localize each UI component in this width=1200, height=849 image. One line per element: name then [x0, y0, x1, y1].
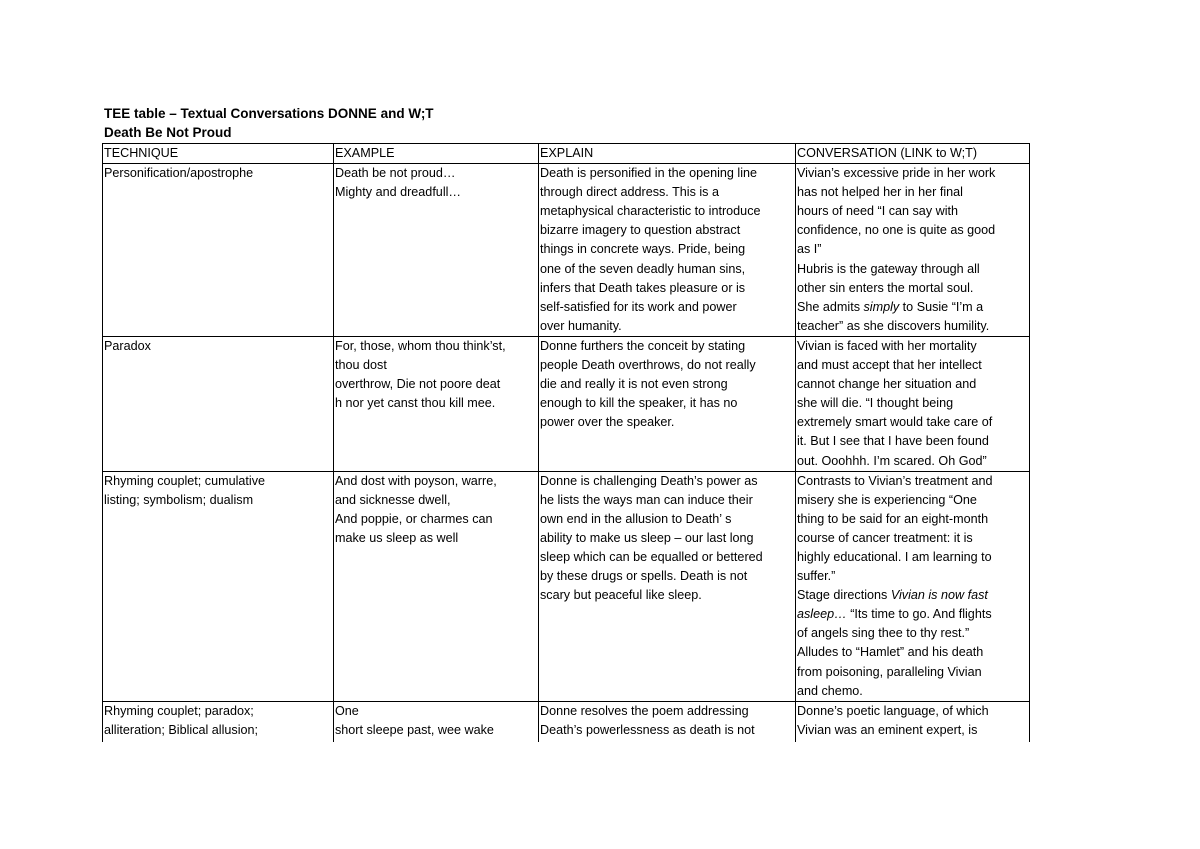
cell-line: misery she is experiencing “One: [797, 492, 977, 507]
cell-line: extremely smart would take care of: [797, 415, 993, 430]
conversation-cell: [796, 336, 1030, 471]
technique-cell: [103, 701, 334, 742]
table-row: [103, 336, 1030, 471]
cell-line: Vivian was an eminent expert, is: [797, 722, 978, 737]
cell-line: Personification/apostrophe: [104, 166, 254, 181]
cell-line: die and really it is not even strong: [540, 377, 728, 392]
cell-line: course of cancer treatment: it is: [797, 530, 973, 545]
example-cell: [334, 471, 539, 701]
cell-line: overthrow, Die not poore deat: [335, 377, 501, 392]
cell-line: Mighty and dreadfull…: [335, 185, 462, 200]
technique-cell: [103, 471, 334, 701]
cell-line: Alludes to “Hamlet” and his death: [797, 645, 984, 660]
cell-line: One: [335, 703, 359, 718]
cell-line: [797, 298, 1029, 317]
text-run: She admits: [797, 299, 864, 314]
explain-cell: [539, 336, 796, 471]
cell-line: thing to be said for an eight-month: [797, 511, 989, 526]
cell-line: short sleepe past, wee wake: [335, 722, 494, 737]
cell-line: sleep which can be equalled or bettered: [540, 549, 763, 564]
cell-line: people Death overthrows, do not really: [540, 358, 756, 373]
technique-cell: [103, 164, 334, 337]
cell-line: Rhyming couplet; cumulative: [104, 473, 265, 488]
text-run: Stage directions: [797, 588, 891, 603]
cell-line: enough to kill the speaker, it has no: [540, 396, 738, 411]
cell-line: Vivian’s excessive pride in her work: [797, 166, 996, 181]
cell-line: And dost with poyson, warre,: [335, 473, 497, 488]
header-example: EXAMPLE: [334, 144, 539, 164]
cell-line: Contrasts to Vivian’s treatment and: [797, 473, 993, 488]
cell-line: she will die. “I thought being: [797, 396, 954, 411]
cell-line: thou dost: [335, 358, 387, 373]
cell-line: highly educational. I am learning to: [797, 549, 992, 564]
cell-line: infers that Death takes pleasure or is: [540, 280, 746, 295]
cell-line: ability to make us sleep – our last long: [540, 530, 754, 545]
cell-line: Paradox: [104, 338, 151, 353]
cell-line: hours of need “I can say with: [797, 204, 959, 219]
cell-line: suffer.”: [797, 569, 836, 584]
explain-cell: [539, 701, 796, 742]
cell-line: Donne furthers the conceit by stating: [540, 338, 746, 353]
header-explain: EXPLAIN: [539, 144, 796, 164]
cell-line: teacher” as she discovers humility.: [797, 318, 990, 333]
cell-line: power over the speaker.: [540, 415, 675, 430]
technique-cell: [103, 336, 334, 471]
table-row: [103, 701, 1030, 742]
cell-line: listing; symbolism; dualism: [104, 492, 254, 507]
cell-line: over humanity.: [540, 318, 622, 333]
cell-line: metaphysical characteristic to introduce: [540, 204, 761, 219]
cell-line: own end in the allusion to Death’ s: [540, 511, 732, 526]
cell-line: Rhyming couplet; paradox;: [104, 703, 254, 718]
explain-cell: [539, 471, 796, 701]
cell-line: Death is personified in the opening line: [540, 166, 758, 181]
cell-line: things in concrete ways. Pride, being: [540, 242, 746, 257]
cell-line: as I”: [797, 242, 822, 257]
cell-line: Donne is challenging Death’s power as: [540, 473, 758, 488]
tee-table: [102, 143, 1030, 742]
cell-line: Vivian is faced with her mortality: [797, 338, 977, 353]
conversation-cell: [796, 471, 1030, 701]
conversation-cell: [796, 701, 1030, 742]
explain-cell: [539, 164, 796, 337]
cell-line: scary but peaceful like sleep.: [540, 588, 702, 603]
cell-line: of angels sing thee to thy rest.”: [797, 626, 970, 641]
cell-line: through direct address. This is a: [540, 185, 719, 200]
cell-line: bizarre imagery to question abstract: [540, 223, 741, 238]
italic-text: asleep…: [797, 607, 847, 622]
cell-line: cannot change her situation and: [797, 377, 977, 392]
cell-line: Death’s powerlessness as death is not: [540, 722, 755, 737]
example-cell: [334, 701, 539, 742]
cell-line: he lists the ways man can induce their: [540, 492, 753, 507]
cell-line: Donne’s poetic language, of which: [797, 703, 989, 718]
example-cell: [334, 164, 539, 337]
table-header-row: [103, 144, 1030, 164]
cell-line: other sin enters the mortal soul.: [797, 280, 974, 295]
cell-line: one of the seven deadly human sins,: [540, 261, 746, 276]
cell-line: And poppie, or charmes can: [335, 511, 493, 526]
cell-line: confidence, no one is quite as good: [797, 223, 996, 238]
italic-text: Vivian is now fast: [890, 588, 988, 603]
cell-line: by these drugs or spells. Death is not: [540, 569, 748, 584]
cell-line: and must accept that her intellect: [797, 358, 982, 373]
text-run: “Its time to go. And flights: [846, 607, 992, 622]
cell-line: [797, 605, 1029, 624]
header-technique: TECHNIQUE: [103, 144, 334, 164]
cell-line: from poisoning, paralleling Vivian: [797, 664, 982, 679]
cell-line: alliteration; Biblical allusion;: [104, 722, 259, 737]
cell-line: h nor yet canst thou kill mee.: [335, 396, 496, 411]
document-heading: [104, 104, 434, 142]
table-row: [103, 471, 1030, 701]
cell-line: it. But I see that I have been found: [797, 434, 989, 449]
cell-line: and sicknesse dwell,: [335, 492, 451, 507]
cell-line: and chemo.: [797, 683, 863, 698]
cell-line: out. Ooohhh. I’m scared. Oh God”: [797, 453, 987, 468]
cell-line: self-satisfied for its work and power: [540, 299, 737, 314]
example-cell: [334, 336, 539, 471]
cell-line: [797, 586, 1029, 605]
conversation-cell: [796, 164, 1030, 337]
italic-text: simply: [863, 299, 900, 314]
cell-line: For, those, whom thou think’st,: [335, 338, 506, 353]
text-run: to Susie “I’m a: [899, 299, 984, 314]
document-title: TEE table – Textual Conversations DONNE and W;T: [104, 106, 434, 121]
cell-line: Donne resolves the poem addressing: [540, 703, 749, 718]
cell-line: make us sleep as well: [335, 530, 459, 545]
header-conversation: CONVERSATION (LINK to W;T): [796, 144, 1030, 164]
document-subtitle: Death Be Not Proud: [104, 125, 232, 140]
cell-line: Hubris is the gateway through all: [797, 261, 980, 276]
cell-line: Death be not proud…: [335, 166, 456, 181]
table-row: [103, 164, 1030, 337]
cell-line: has not helped her in her final: [797, 185, 963, 200]
